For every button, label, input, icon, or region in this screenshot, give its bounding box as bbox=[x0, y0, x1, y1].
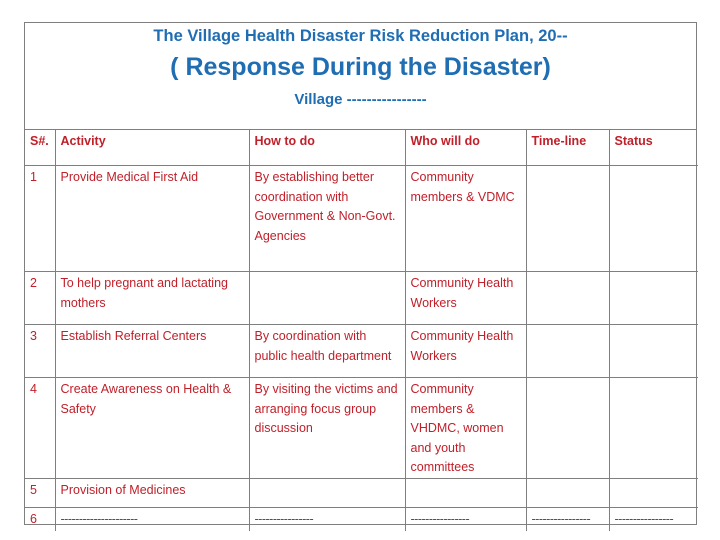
how-cell bbox=[249, 272, 405, 325]
row-number: 1 bbox=[25, 166, 55, 272]
activity-cell: --------------------- bbox=[55, 507, 249, 531]
who-cell: Community members & VHDMC, women and youth committees bbox=[405, 378, 526, 479]
who-cell: Community Health Workers bbox=[405, 272, 526, 325]
table-row bbox=[25, 272, 698, 325]
how-cell bbox=[249, 478, 405, 507]
row-number: 2 bbox=[25, 272, 55, 325]
who-cell: Community Health Workers bbox=[405, 325, 526, 378]
status-cell bbox=[609, 478, 698, 507]
who-cell bbox=[405, 478, 526, 507]
status-cell bbox=[609, 378, 698, 479]
table-row bbox=[25, 378, 698, 479]
status-cell bbox=[609, 272, 698, 325]
row-number: 5 bbox=[25, 478, 55, 507]
who-cell: Community members & VDMC bbox=[405, 166, 526, 272]
column-header-who: Who will do bbox=[405, 129, 526, 166]
table-header-row bbox=[25, 129, 698, 166]
timeline-cell bbox=[526, 166, 609, 272]
table-row bbox=[25, 166, 698, 272]
activity-cell: To help pregnant and lactating mothers bbox=[55, 272, 249, 325]
plan-document bbox=[24, 22, 697, 525]
timeline-cell bbox=[526, 272, 609, 325]
timeline-cell bbox=[526, 325, 609, 378]
activity-cell: Create Awareness on Health & Safety bbox=[55, 378, 249, 479]
column-header-sn: S#. bbox=[25, 129, 55, 166]
row-number: 6 bbox=[25, 507, 55, 531]
document-header bbox=[25, 23, 696, 130]
how-cell: ---------------- bbox=[249, 507, 405, 531]
timeline-cell bbox=[526, 478, 609, 507]
table-row bbox=[25, 507, 698, 531]
document-subtitle: ( Response During the Disaster) bbox=[170, 53, 551, 81]
how-cell: By coordination with public health department bbox=[249, 325, 405, 378]
village-label: Village ---------------- bbox=[294, 91, 427, 108]
status-cell bbox=[609, 166, 698, 272]
table-row bbox=[25, 478, 698, 507]
timeline-cell: ---------------- bbox=[526, 507, 609, 531]
column-header-how: How to do bbox=[249, 129, 405, 166]
activity-cell: Provide Medical First Aid bbox=[55, 166, 249, 272]
column-header-activity: Activity bbox=[55, 129, 249, 166]
column-header-status: Status bbox=[609, 129, 698, 166]
activity-cell: Provision of Medicines bbox=[55, 478, 249, 507]
how-cell: By establishing better coordination with Government & Non-Govt. Agencies bbox=[249, 166, 405, 272]
status-cell bbox=[609, 325, 698, 378]
who-cell: ---------------- bbox=[405, 507, 526, 531]
response-plan-table bbox=[25, 129, 698, 531]
row-number: 3 bbox=[25, 325, 55, 378]
timeline-cell bbox=[526, 378, 609, 479]
how-cell: By visiting the victims and arranging focus group discussion bbox=[249, 378, 405, 479]
row-number: 4 bbox=[25, 378, 55, 479]
status-cell: ---------------- bbox=[614, 511, 674, 526]
activity-cell: Establish Referral Centers bbox=[55, 325, 249, 378]
table-row bbox=[25, 325, 698, 378]
document-title: The Village Health Disaster Risk Reduction Plan, 20-- bbox=[153, 27, 568, 45]
column-header-timeline: Time-line bbox=[526, 129, 609, 166]
